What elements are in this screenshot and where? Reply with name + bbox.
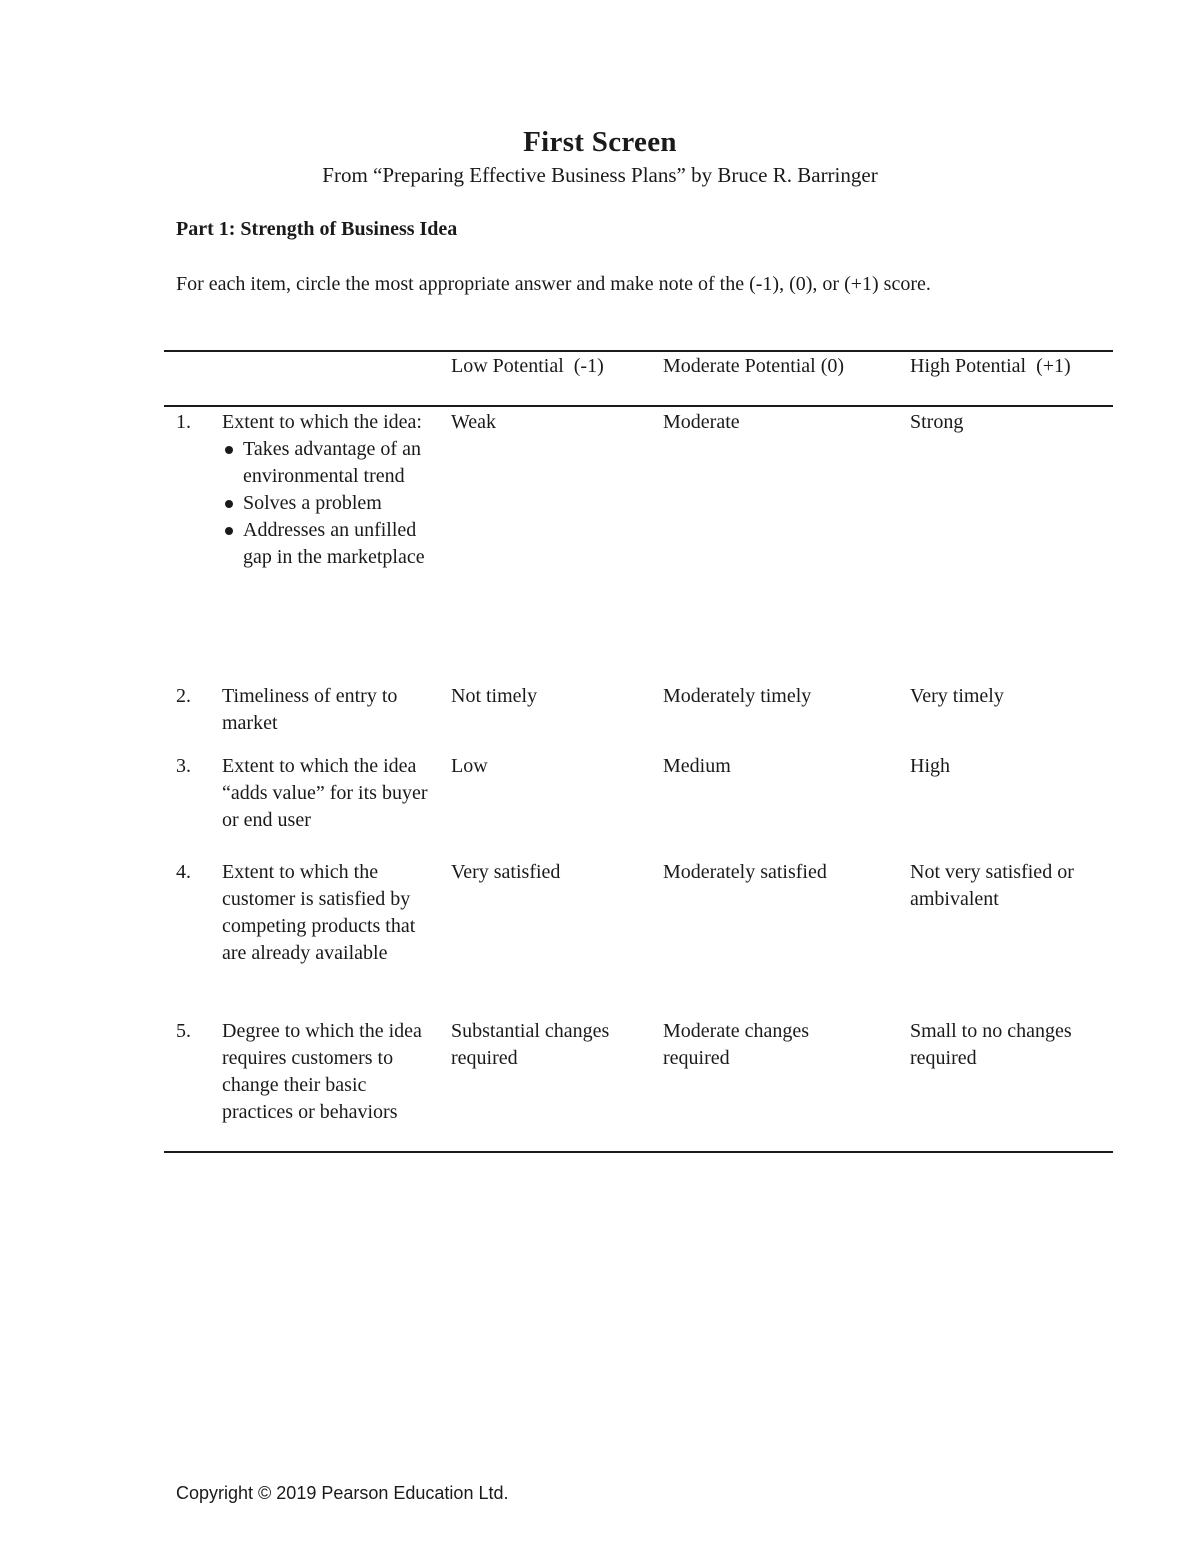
low-answer[interactable]: Weak bbox=[451, 411, 497, 433]
row-number: 2. bbox=[176, 685, 191, 707]
bullet-icon bbox=[225, 527, 233, 535]
criterion-text: Extent to which the idea: bbox=[222, 411, 422, 433]
high-answer[interactable]: Small to no changes required bbox=[910, 1020, 1072, 1069]
low-answer[interactable]: Very satisfied bbox=[451, 861, 561, 883]
bullet-icon bbox=[225, 446, 233, 454]
list-item: Solves a problem bbox=[222, 490, 437, 517]
high-answer[interactable]: Strong bbox=[910, 411, 964, 433]
row-number: 5. bbox=[176, 1020, 191, 1042]
low-answer[interactable]: Substantial changes required bbox=[451, 1020, 610, 1069]
moderate-answer[interactable]: Moderate changes required bbox=[663, 1020, 810, 1069]
page-subtitle: From “Preparing Effective Business Plans” by Bruce R. Barringer bbox=[322, 163, 878, 187]
row-number: 3. bbox=[176, 755, 191, 777]
moderate-answer[interactable]: Moderately satisfied bbox=[663, 861, 827, 883]
moderate-answer[interactable]: Moderately timely bbox=[663, 685, 812, 707]
column-header-low: Low Potential (-1) bbox=[451, 355, 604, 377]
list-item: Takes advantage of an environmental trend bbox=[222, 436, 437, 490]
low-answer[interactable]: Not timely bbox=[451, 685, 538, 707]
page-title: First Screen bbox=[523, 126, 677, 158]
table-bottom-rule bbox=[164, 1151, 1113, 1153]
low-answer[interactable]: Low bbox=[451, 755, 488, 777]
high-answer[interactable]: Very timely bbox=[910, 685, 1004, 707]
high-answer[interactable]: High bbox=[910, 755, 950, 777]
row-criterion: Degree to which the idea requires customers to change their basic practices or behaviors bbox=[222, 1020, 422, 1123]
instructions-text: For each item, circle the most appropriate answer and make note of the (-1), (0), or (+1) score. bbox=[176, 273, 931, 295]
moderate-answer[interactable]: Moderate bbox=[663, 411, 740, 433]
bullet-icon bbox=[225, 500, 233, 508]
table-top-rule bbox=[164, 350, 1113, 352]
row-criterion: Extent to which the idea “adds value” for its buyer or end user bbox=[222, 755, 428, 831]
high-answer[interactable]: Not very satisfied or ambivalent bbox=[910, 861, 1074, 910]
criterion-bullet-list bbox=[222, 436, 437, 571]
table-header-rule bbox=[164, 405, 1113, 407]
row-number: 4. bbox=[176, 861, 191, 883]
row-criterion: Timeliness of entry to market bbox=[222, 685, 398, 734]
moderate-answer[interactable]: Medium bbox=[663, 755, 731, 777]
section-heading: Part 1: Strength of Business Idea bbox=[176, 218, 458, 240]
copyright-footer: Copyright © 2019 Pearson Education Ltd. bbox=[176, 1483, 509, 1503]
list-item: Addresses an unfilled gap in the marketplace bbox=[222, 517, 437, 571]
column-header-moderate: Moderate Potential (0) bbox=[663, 355, 845, 377]
row-criterion: Extent to which the customer is satisfied by competing products that are already available bbox=[222, 861, 416, 964]
row-criterion bbox=[222, 409, 437, 571]
column-header-high: High Potential (+1) bbox=[910, 355, 1071, 377]
row-number: 1. bbox=[176, 411, 191, 433]
